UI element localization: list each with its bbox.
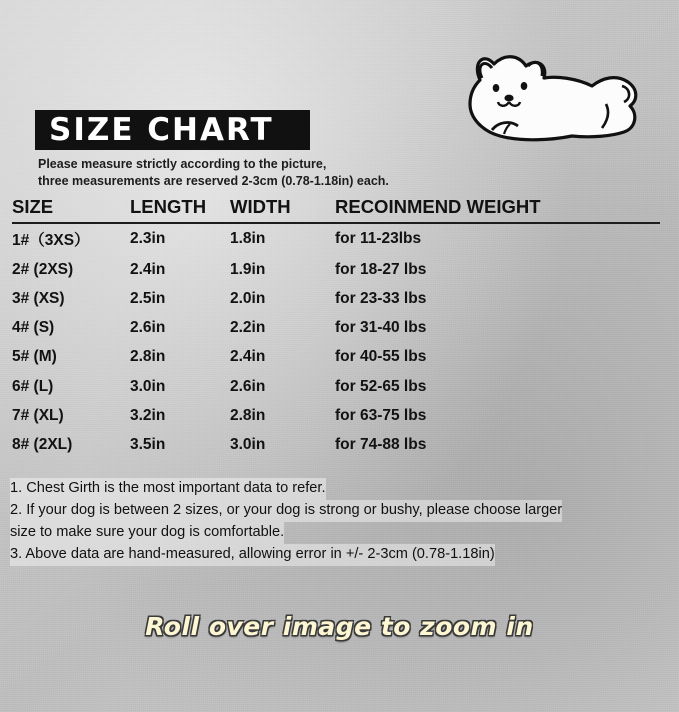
column-header-length: LENGTH [130, 196, 207, 217]
cell-weight: for 23-33 lbs [335, 289, 427, 307]
cell-length: 2.3in [130, 229, 166, 247]
cell-width: 2.2in [230, 319, 266, 337]
table-row [12, 430, 667, 459]
table-row [12, 372, 667, 401]
cell-length: 2.8in [130, 348, 166, 366]
note-item: size to make sure your dog is comfortable. [10, 522, 284, 544]
table-row [12, 222, 667, 255]
column-header-width: WIDTH [230, 196, 291, 217]
cell-width: 2.0in [230, 289, 266, 307]
measure-instructions-line-1: Please measure strictly according to the picture, [38, 157, 327, 171]
measure-instructions-line-2: three measurements are reserved 2-3cm (0.78-1.18in) each. [38, 173, 389, 188]
cell-length: 2.4in [130, 260, 166, 278]
size-chart-title-banner [35, 110, 310, 150]
table-row [12, 343, 667, 372]
table-row [12, 284, 667, 313]
table-header-divider [12, 222, 660, 224]
cell-size: 4# (S) [12, 319, 55, 337]
cell-weight: for 11-23lbs [335, 229, 422, 247]
cell-width: 3.0in [230, 435, 266, 453]
cell-weight: for 74-88 lbs [335, 435, 427, 453]
cell-width: 2.6in [230, 377, 266, 395]
cell-length: 3.2in [130, 406, 166, 424]
cell-weight: for 18-27 lbs [335, 260, 427, 278]
cell-size: 2# (2XS) [12, 260, 74, 278]
cell-length: 3.0in [130, 377, 166, 395]
size-table-body [12, 222, 667, 460]
cell-size: 6# (L) [12, 377, 54, 395]
cell-weight: for 63-75 lbs [335, 406, 427, 424]
table-row [12, 255, 667, 284]
size-table-container [12, 196, 667, 460]
cell-weight: for 52-65 lbs [335, 377, 427, 395]
note-item: 1. Chest Girth is the most important data to refer. [10, 478, 326, 500]
cell-width: 1.9in [230, 260, 266, 278]
table-row [12, 401, 667, 430]
cell-length: 3.5in [130, 435, 166, 453]
cell-size: 7# (XL) [12, 406, 64, 424]
column-header-weight: RECOINMEND WEIGHT [335, 196, 541, 217]
cell-width: 2.4in [230, 348, 266, 366]
cell-length: 2.6in [130, 319, 166, 337]
cell-width: 1.8in [230, 229, 266, 247]
cell-size: 8# (2XL) [12, 435, 73, 453]
page-title: SIZE CHART [49, 111, 274, 148]
cell-size: 1#（3XS） [12, 231, 90, 249]
note-item: 2. If your dog is between 2 sizes, or your dog is strong or bushy, please choose larger [10, 500, 562, 522]
size-table-header-row [12, 196, 667, 222]
cell-width: 2.8in [230, 406, 266, 424]
cell-weight: for 31-40 lbs [335, 319, 427, 337]
table-row [12, 314, 667, 343]
sizing-notes [10, 478, 670, 566]
cell-weight: for 40-55 lbs [335, 348, 427, 366]
zoom-hint-label[interactable]: Roll over image to zoom in [145, 612, 534, 641]
size-table-head [12, 196, 667, 222]
measure-instructions [38, 156, 458, 190]
cell-size: 3# (XS) [12, 289, 65, 307]
column-header-size: SIZE [12, 196, 54, 217]
cell-length: 2.5in [130, 289, 166, 307]
dog-illustration-icon [452, 42, 652, 172]
cell-size: 5# (M) [12, 348, 57, 366]
size-table [12, 196, 667, 460]
note-item: 3. Above data are hand-measured, allowing error in +/- 2-3cm (0.78-1.18in) [10, 544, 495, 566]
